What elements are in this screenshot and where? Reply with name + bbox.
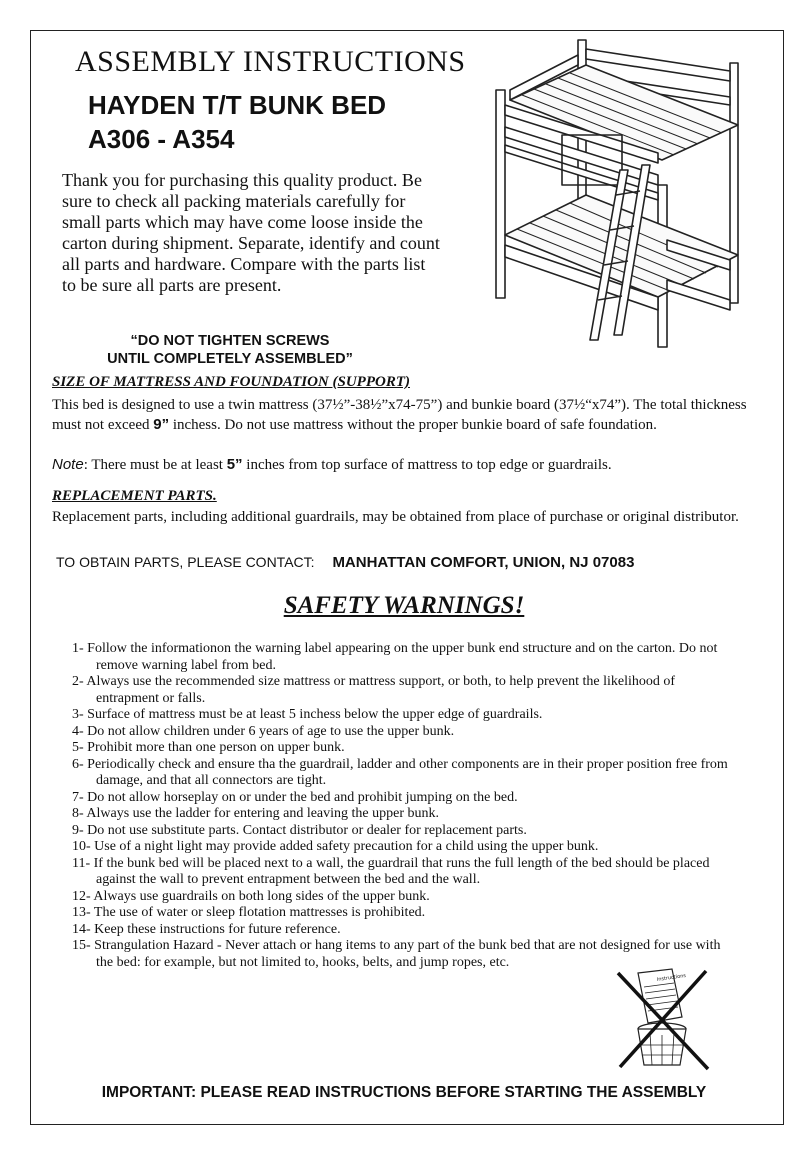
caution-line-1: “DO NOT TIGHTEN SCREWS	[130, 333, 330, 349]
contact-line	[56, 554, 634, 571]
warning-item: 8- Always use the ladder for entering and leaving the upper bunk.	[72, 806, 440, 821]
note-label: Note	[52, 456, 84, 473]
product-name: HAYDEN T/T BUNK BED	[88, 90, 387, 120]
model-numbers: A306 - A354	[88, 124, 235, 154]
intro-paragraph: Thank you for purchasing this quality product. Be sure to check all packing materials carefully for small parts which may have come loose inside the carton during shipment. Separate, identify and count all parts and hardware. Compare with the parts list to be sure all parts are present.	[62, 170, 440, 295]
warning-item: 4- Do not allow children under 6 years of age to use the upper bunk.	[72, 723, 455, 739]
warning-item: 2- Always use the recommended size mattress or mattress support, or both, to help prevent the likelihood of entrapment or falls.	[72, 674, 676, 706]
bunk-bed-illustration-icon	[490, 35, 755, 350]
mattress-text-before: This bed is designed to use a twin mattress (37½”-38½”x74-75”) and bunkie board (37½“x74”). The total thickness must not exceed	[52, 397, 747, 433]
warning-item: 3- Surface of mattress must be at least 5 inchess below the upper edge of guardrails.	[72, 707, 543, 722]
mattress-section-title: SIZE OF MATTRESS AND FOUNDATION (SUPPORT)	[52, 374, 410, 390]
caution-notice	[80, 332, 380, 368]
warning-item: 9- Do not use substitute parts. Contact distributor or dealer for replacement parts.	[72, 822, 527, 838]
warning-item: 15- Strangulation Hazard - Never attach or hang items to any part of the bunk bed that are not designed for use with the bed: for example, but not limited to, hooks, belts, and jump ropes, etc.	[72, 938, 721, 970]
warning-item: 13- The use of water or sleep flotation mattresses is prohibited.	[72, 905, 426, 920]
no-trash-icon	[610, 965, 715, 1075]
no-trash-sheet-label: Instructions	[656, 972, 687, 983]
replacement-section-title: REPLACEMENT PARTS.	[52, 488, 217, 504]
safety-warnings-title: SAFETY WARNINGS!	[283, 592, 525, 619]
max-thickness-value: 9”	[153, 416, 170, 433]
important-footer: IMPORTANT: PLEASE READ INSTRUCTIONS BEFORE STARTING THE ASSEMBLY	[101, 1084, 707, 1101]
safety-warnings-list	[72, 641, 740, 971]
note-text-before: : There must be at least	[83, 457, 223, 473]
warning-item: 10- Use of a night light may provide added safety precaution for a child using the upper bunk.	[72, 839, 599, 854]
warning-item: 7- Do not allow horseplay on or under the bed and prohibit jumping on the bed.	[72, 789, 518, 805]
warning-item: 11- If the bunk bed will be placed next to a wall, the guardrail that runs the full length of the bed should be placed against the wall to prevent entrapment between the bed and the wall.	[72, 855, 710, 887]
contact-label: TO OBTAIN PARTS, PLEASE CONTACT:	[56, 554, 315, 570]
assembly-title: ASSEMBLY INSTRUCTIONS	[75, 45, 466, 78]
warning-item: 1- Follow the informationon the warning label appearing on the upper bunk end structure and on the carton. Do not remove warning label from bed.	[72, 641, 718, 673]
mattress-note	[52, 455, 752, 475]
warning-item: 12- Always use guardrails on both long sides of the upper bunk.	[72, 888, 430, 904]
warning-item: 5- Prohibit more than one person on upper bunk.	[72, 740, 345, 755]
replacement-paragraph: Replacement parts, including additional guardrails, may be obtained from place of purchase or original distributor.	[52, 509, 739, 525]
warning-item: 14- Keep these instructions for future reference.	[72, 921, 341, 937]
mattress-text-after: inchess. Do not use mattress without the proper bunkie board of safe foundation.	[172, 417, 657, 433]
warning-item: 6- Periodically check and ensure tha the guardrail, ladder and other components are in their proper position free from damage, and that all connectors are tight.	[72, 756, 728, 788]
caution-line-2: UNTIL COMPLETELY ASSEMBLED”	[107, 351, 353, 367]
note-value: 5”	[226, 456, 243, 473]
mattress-paragraph	[52, 396, 752, 435]
note-text-after: inches from top surface of mattress to top edge or guardrails.	[246, 457, 612, 473]
contact-company: MANHATTAN COMFORT, UNION, NJ 07083	[332, 554, 635, 571]
